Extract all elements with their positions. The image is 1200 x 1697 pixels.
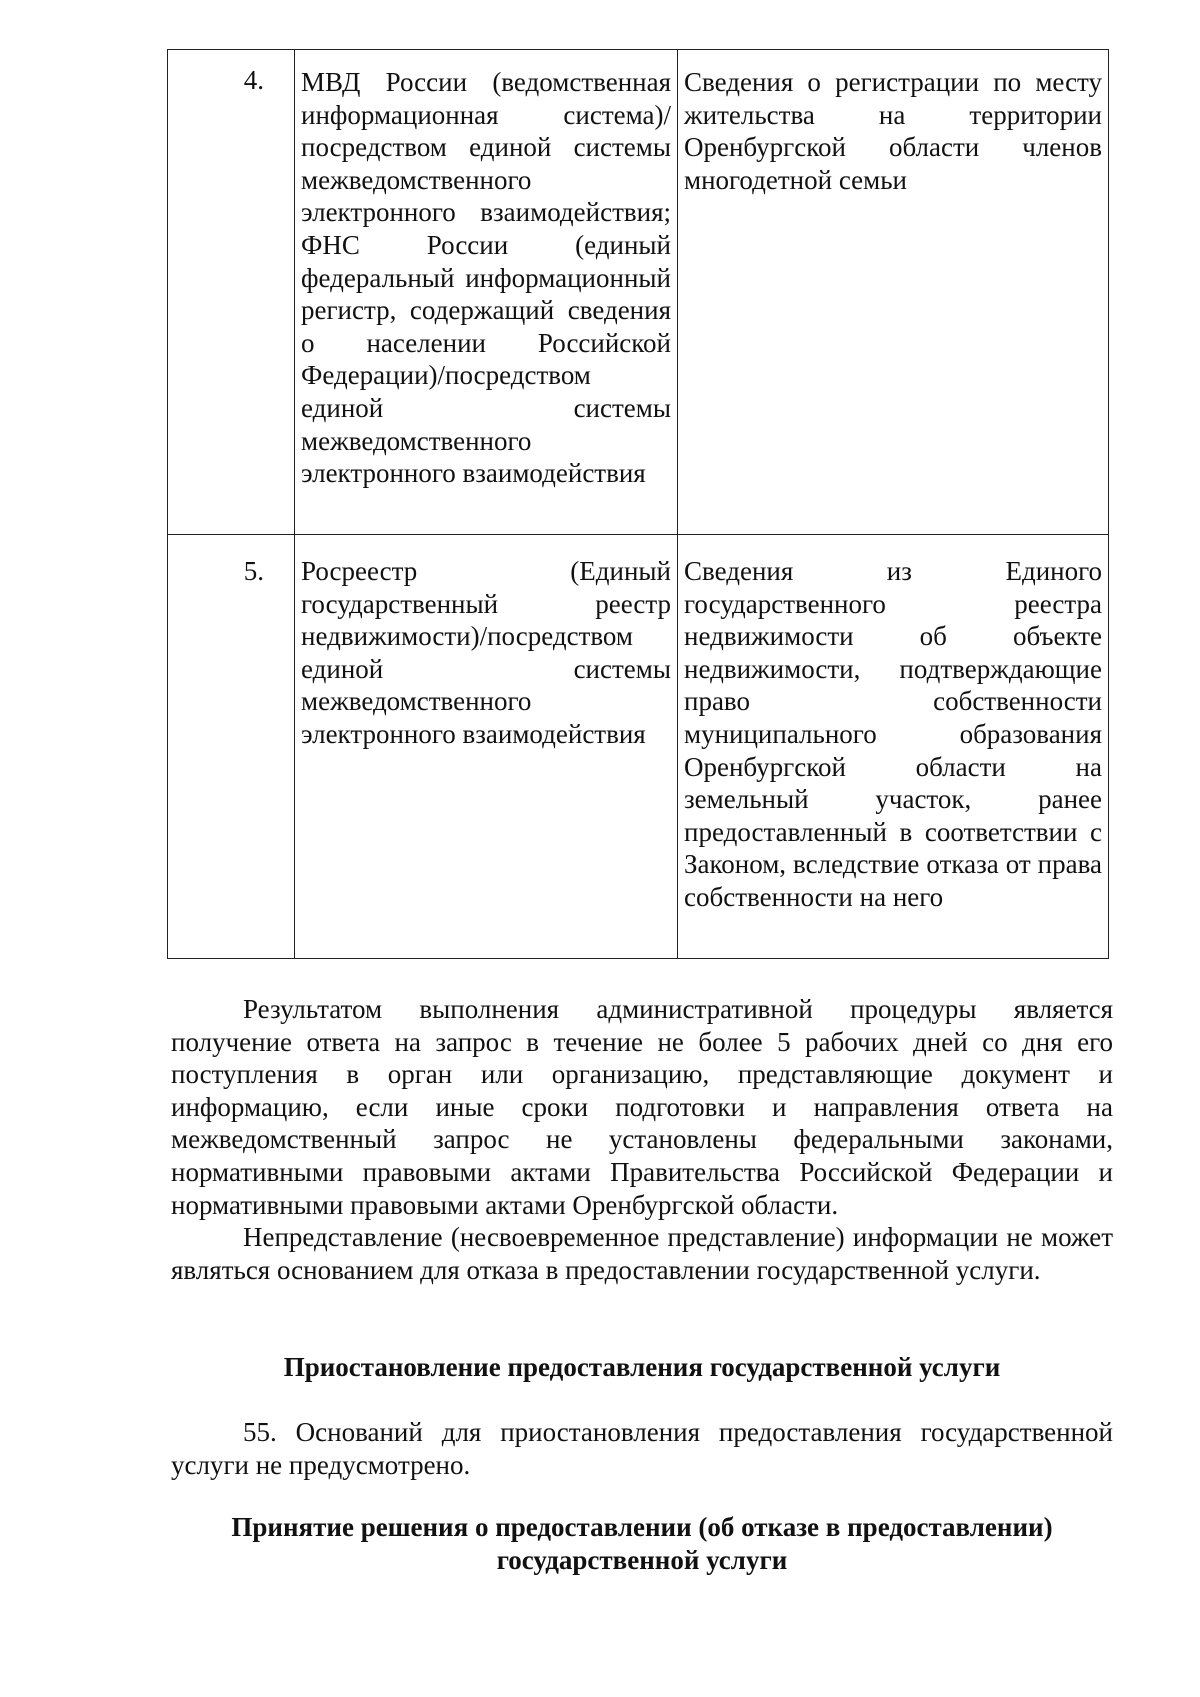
row-information: Сведения из Единого государственного реестра недвижимости об объекте недвижимости, подтверждающие право собственности муниципального образования Оренбургской области на земельный участок, ранее предоставленный в соответствии с Законом, вследствие отказа от права собственности на него: [678, 535, 1109, 959]
interagency-request-table: [167, 49, 1109, 959]
item-55-paragraph: 55. Оснований для приостановления предоставления государственной услуги не предусмотрено.: [171, 1417, 1113, 1480]
row-information: Сведения о регистрации по месту жительства на территории Оренбургской области членов многодетной семьи: [678, 50, 1109, 535]
row-source-system: МВД России (ведомственная информационная система)/посредством единой системы межведомственного электронного взаимодействия; ФНС России (единый федеральный информационный регистр, содержащий сведения о населении Российской Федерации)/посредством единой системы межведомственного электронного взаимодействия: [295, 50, 678, 535]
row-number: 5.: [168, 535, 295, 959]
suspension-heading: Приостановление предоставления государственной услуги: [283, 1352, 1001, 1382]
decision-heading: Принятие решения о предоставлении (об отказе в предоставлении) государственной услуги: [231, 1512, 1053, 1575]
result-paragraph: Результатом выполнения административной процедуры является получение ответа на запрос в течение не более 5 рабочих дней со дня его поступления в орган или организацию, представляющие документ и информацию, если иные сроки подготовки и направления ответа на межведомственный запрос не установлены федеральными законами, нормативными правовыми актами Правительства Российской Федерации и нормативными правовыми актами Оренбургской области.: [171, 994, 1113, 1220]
non-submission-paragraph: Непредставление (несвоевременное представление) информации не может являться основанием для отказа в предоставлении государственной услуги.: [171, 1222, 1113, 1285]
row-number: 4.: [168, 50, 295, 535]
table-row: [168, 535, 1109, 959]
row-source-system: Росреестр (Единый государственный реестр недвижимости)/посредством единой системы межведомственного электронного взаимодействия: [295, 535, 678, 959]
table-row: [168, 50, 1109, 535]
